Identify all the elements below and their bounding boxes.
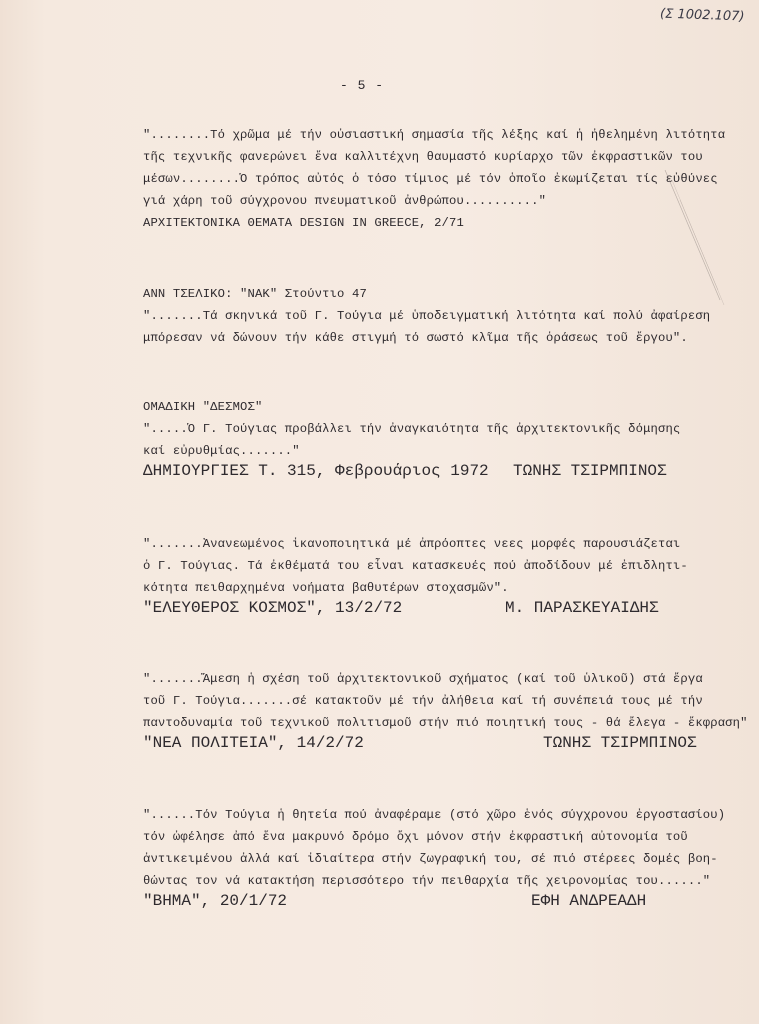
- quote-block-2: [143, 283, 743, 349]
- exhibition-heading: ΑΝΝ ΤΣΕΛΙΚΟ: "ΝΑΚ" Στούντιο 47: [143, 287, 367, 301]
- quote-line: τοῦ Γ. Τούγια.......σέ κατακτοῦν μέ τήν ἀλήθεια καί τή συνέπειά τους μέ τήν: [143, 694, 703, 708]
- quote-line: ".......Ἄμεση ἡ σχέση τοῦ ἀρχιτεκτονικοῦ σχήματος (καί τοῦ ὑλικοῦ) στά ἔργα: [143, 672, 703, 686]
- quote-block-3: [143, 396, 743, 484]
- quote-block-6: [143, 804, 743, 914]
- page-number: - 5 -: [340, 78, 385, 93]
- quote-line: κότητα πειθαρχημένα νοήματα βαθυτέρων στοχασμῶν".: [143, 581, 509, 595]
- author-name: ΤΩΝΗΣ ΤΣΙΡΜΠΙΝΟΣ: [513, 462, 667, 480]
- source-citation: ΑΡΧΙΤΕΚΤΟΝΙΚΑ ΘΕΜΑΤΑ DESIGN IN GREECE, 2/71: [143, 216, 464, 230]
- quote-line: τῆς τεχνικῆς φανερώνει ἕνα καλλιτέχνη θαυμαστό κυρίαρχο τῶν ἐκφραστικῶν του: [143, 150, 703, 164]
- paper-scratch-marks: [660, 170, 730, 310]
- quote-line: μέσων........Ὁ τρόπος αὐτός ὁ τόσο τίμιος μέ τόν ὁποῖο ἐκωμίζεται τίς εὐθύνες: [143, 172, 718, 186]
- quote-line: καί εὐρυθμίας.......": [143, 444, 300, 458]
- quote-line: τόν ὠφέλησε ἀπό ἕνα μακρυνό δρόμο ὄχι μόνον στήν ἐκφραστική αὐτονομία τοῦ: [143, 830, 688, 844]
- quote-block-5: [143, 668, 748, 756]
- quote-line: ὁ Γ. Τούγιας. Τά ἐκθέματά του εἶναι κατασκευές πού ἀποδίδουν μέ ἐπιδλητι-: [143, 559, 688, 573]
- quote-block-1: [143, 124, 743, 234]
- source-citation: "ΝΕΑ ΠΟΛΙΤΕΙΑ", 14/2/72: [143, 734, 364, 752]
- author-name: ΕΦΗ ΑΝΔΡΕΑΔΗ: [531, 892, 647, 910]
- source-citation: "ΒΗΜΑ", 20/1/72: [143, 892, 288, 910]
- quote-line: θώντας τον νά κατακτήση περισσότερο τήν πειθαρχία τῆς χειρονομίας του......": [143, 874, 711, 888]
- author-name: ΤΩΝΗΣ ΤΣΙΡΜΠΙΝΟΣ: [543, 734, 697, 752]
- quote-line: ἀντικειμένου ἀλλά καί ἰδιαίτερα στήν ζωγραφική του, σέ πιό στέρεες δομές βοη-: [143, 852, 718, 866]
- quote-line: ".......Ἀνανεωμένος ἱκανοποιητικά μέ ἀπρόοπτες νεες μορφές παρουσιάζεται: [143, 537, 681, 551]
- quote-line: μπόρεσαν νά δώνουν τήν κάθε στιγμή τό σωστό κλῖμα τῆς ὁράσεως τοῦ ἔργου".: [143, 331, 688, 345]
- quote-block-4: [143, 533, 743, 621]
- quote-line: παντοδυναμία τοῦ τεχνικοῦ πολιτισμοῦ στήν πιό ποιητική τους - θά ἔλεγα - ἔκφραση": [143, 716, 748, 730]
- quote-line: γιά χάρη τοῦ σύγχρονου πνευματικοῦ ἀνθρώπου..........": [143, 194, 547, 208]
- source-citation: "ΕΛΕΥΘΕΡΟΣ ΚΟΣΜΟΣ", 13/2/72: [143, 599, 403, 617]
- author-name: Μ. ΠΑΡΑΣΚΕΥΑΙΔΗΣ: [505, 599, 659, 617]
- quote-line: "........Τό χρῶμα μέ τήν οὐσιαστική σημασία τῆς λέξης καί ἡ ἠθελημένη λιτότητα: [143, 128, 726, 142]
- quote-line: "......Τόν Τούγια ἡ θητεία πού ἀναφέραμε (στό χῶρο ἑνός σύγχρονου ἐργοστασίου): [143, 808, 726, 822]
- quote-line: ".....Ὁ Γ. Τούγιας προβάλλει τήν ἀναγκαιότητα τῆς ἀρχιτεκτονικῆς δόμησης: [143, 422, 681, 436]
- quote-line: ".......Τά σκηνικά τοῦ Γ. Τούγια μέ ὑποδειγματική λιτότητα καί πολύ ἀφαίρεση: [143, 309, 711, 323]
- archive-handwritten-note: (Σ 1002.107): [660, 6, 746, 25]
- exhibition-heading: ΟΜΑΔΙΚΗ "ΔΕΣΜΟΣ": [143, 400, 263, 414]
- source-citation: ΔΗΜΙΟΥΡΓΙΕΣ Τ. 315, Φεβρουάριος 1972: [143, 462, 489, 480]
